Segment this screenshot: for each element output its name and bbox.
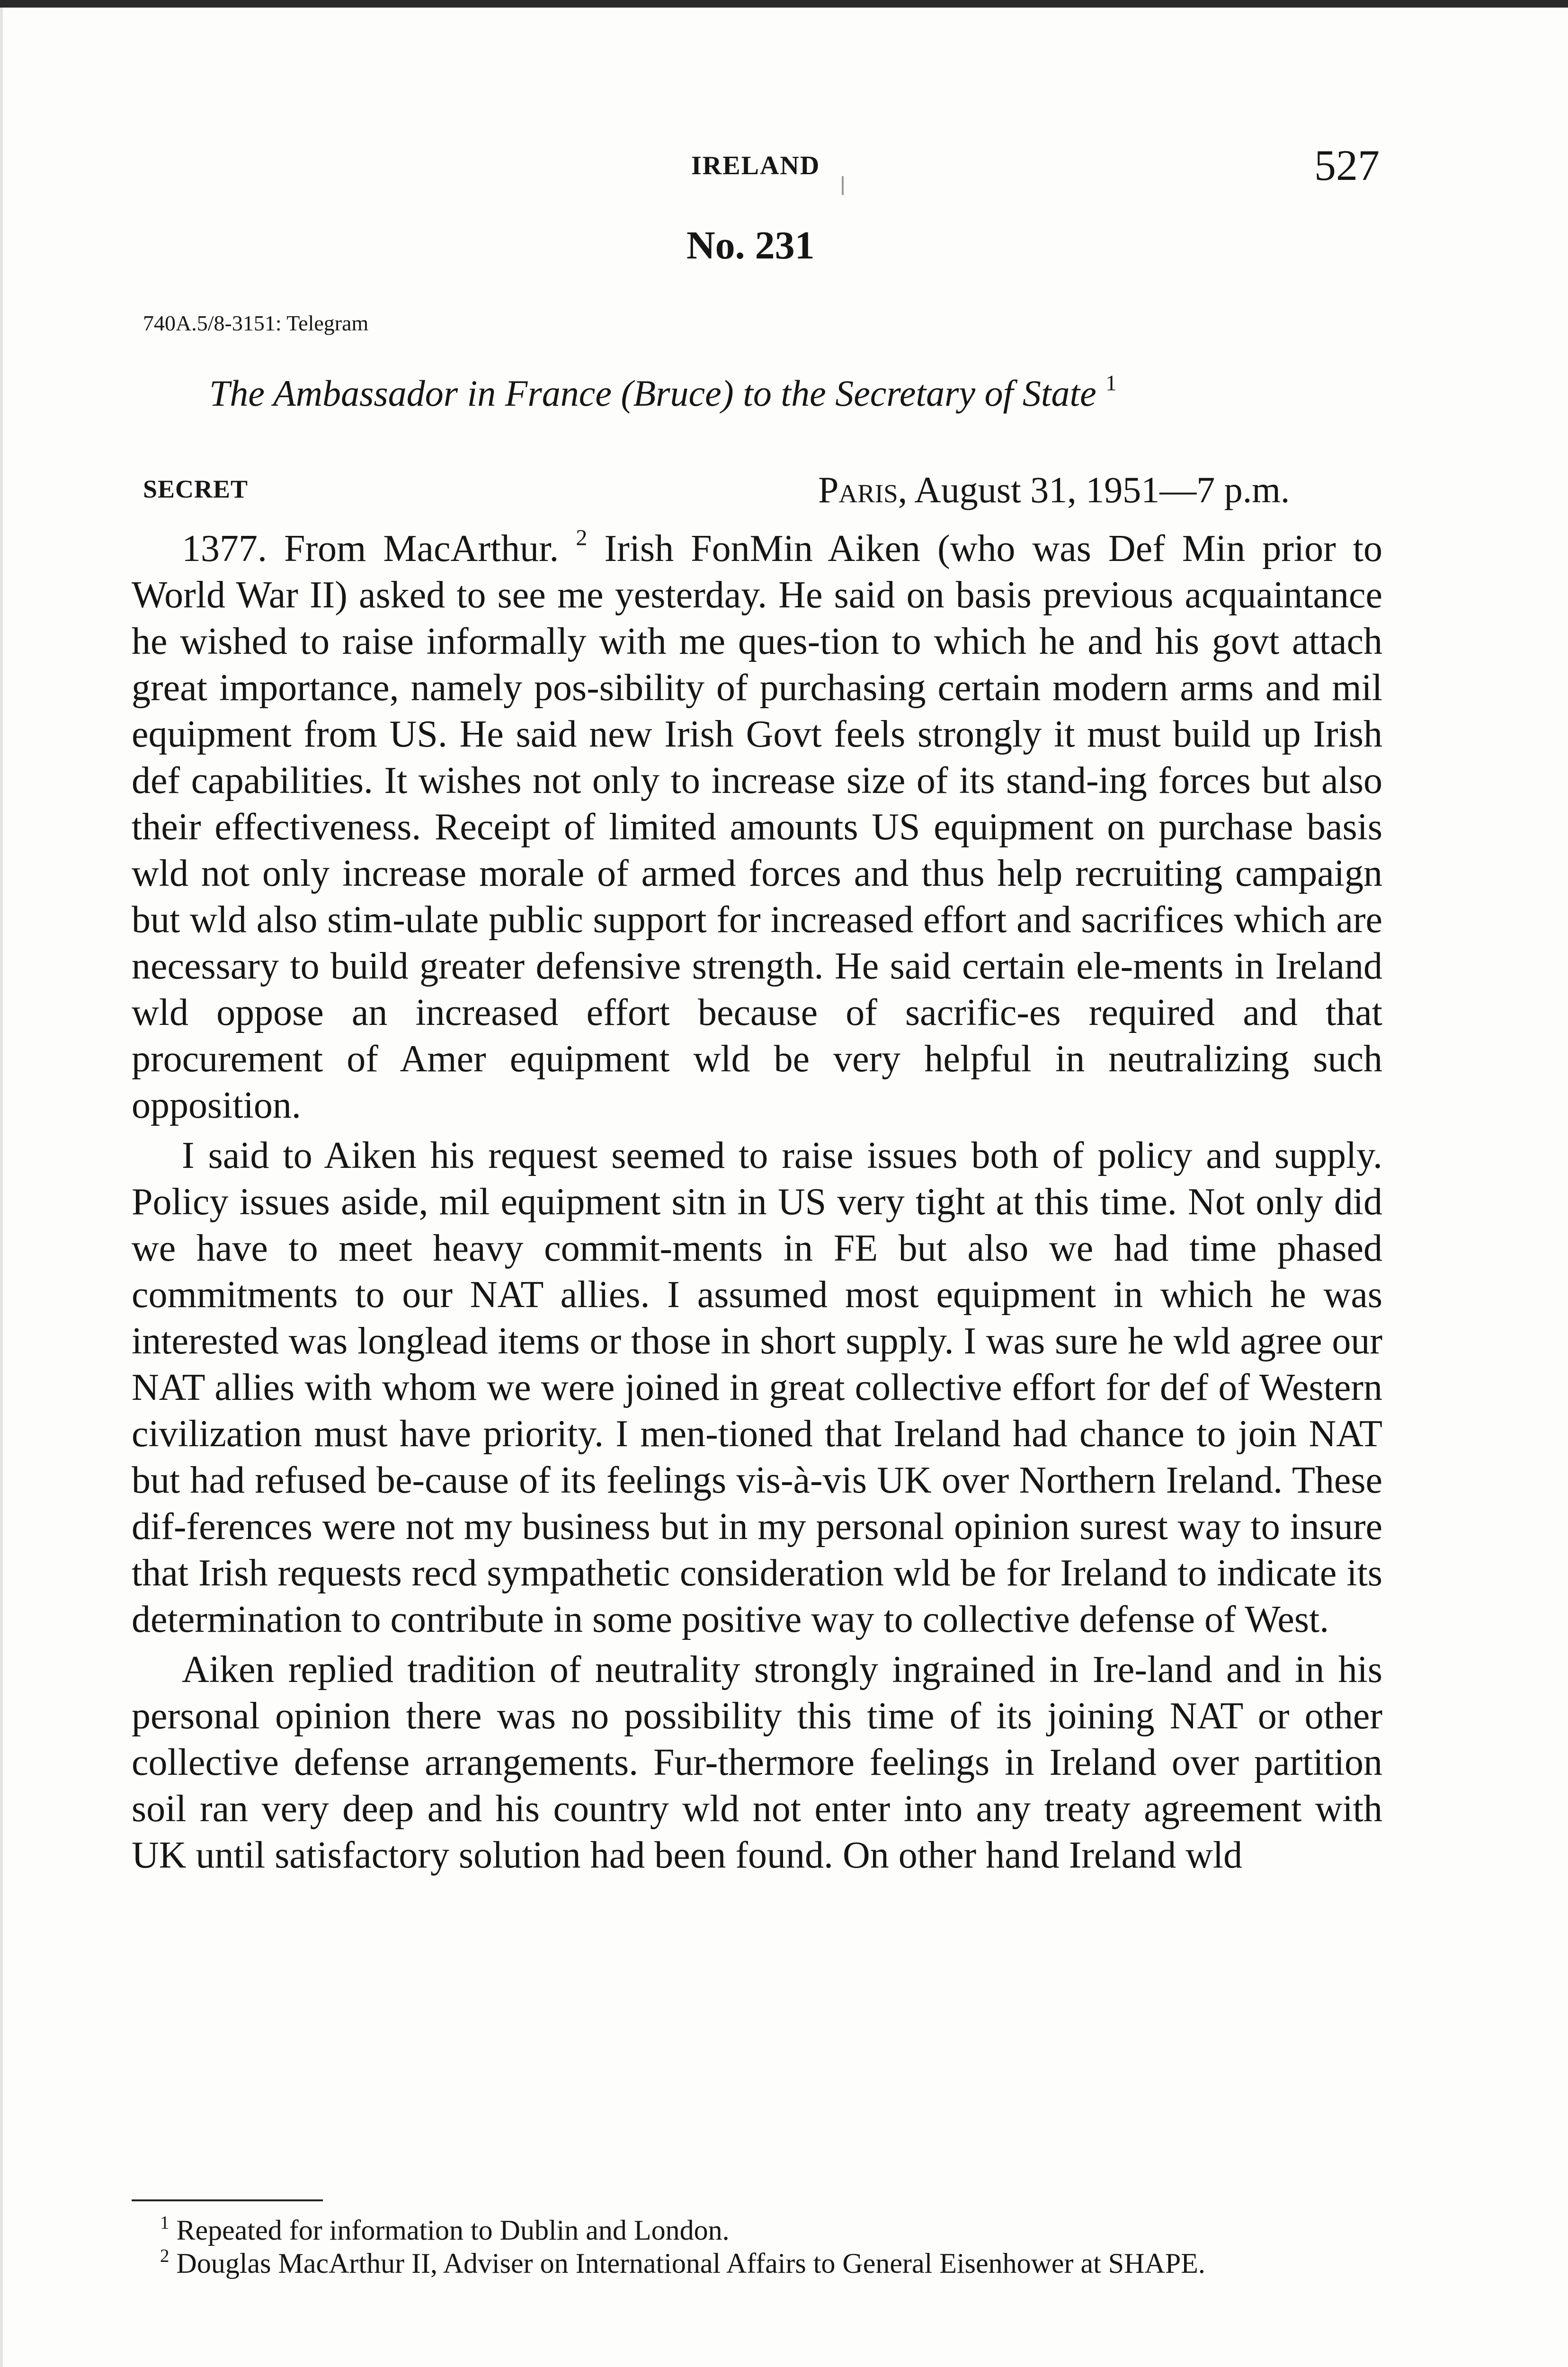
scan-border-left [0,8,3,2367]
body-paragraph-2: I said to Aiken his request seemed to raise issues both of policy and supply. Policy issues aside, mil equipment sitn in US very tight at this time. Not only did we have to meet heavy commit-ments in FE but also we had time phased commitments to our NAT allies. I assumed most equipment in which he was interested was longlead items or those in short supply. I was sure he wld agree our NAT allies with whom we were joined in great collective effort for def of Western civilization must have priority. I men-tioned that Ireland had chance to join NAT but had refused be-cause of its feelings vis-à-vis UK over Northern Ireland. These dif-ferences were not my business but in my personal opinion surest way to insure that Irish requests recd sympathetic consideration wld be for Ireland to indicate its determination to contribute in some positive way to collective defense of West. [132,1135,1382,1640]
footnote-divider [132,2199,323,2201]
page-number: 527 [1314,141,1380,189]
scan-border-top [0,0,1568,8]
dateline-place: Paris, [818,469,908,510]
running-title: IRELAND [691,151,820,180]
document-number: No. 231 [686,223,815,267]
document-heading [209,372,1117,415]
footnotes [132,2214,1382,2280]
footnote-2-mark: 2 [160,2245,169,2266]
telegram-body [132,525,1382,1882]
footnote-2-text: Douglas MacArthur II, Adviser on International Affairs to General Eisenhower at SHAPE. [176,2248,1205,2279]
body-paragraph-3: Aiken replied tradition of neutrality strongly ingrained in Ire-land and in his personal opinion there was no possibility this time of its joining NAT or other collective defense arrangements. Fur-thermore feelings in Ireland over partition soil ran very deep and his country wld not enter into any treaty agreement with UK until satisfactory solution had been found. On other hand Ireland wld [132,1649,1382,1876]
paragraph-1-rest: Irish FonMin Aiken (who was Def Min prior to World War II) asked to see me yesterday. He said on basis previous acquaintance he wished to raise informally with me ques-tion to which he and his govt attach great importance, namely pos-sibility of purchasing certain modern arms and mil equipment from US. He said new Irish Govt feels strongly it must build up Irish def capabilities. It wishes not only to increase size of its stand-ing forces but also their effectiveness. Receipt of limited amounts US equipment on purchase basis wld not only increase morale of armed forces and thus help recruiting campaign but wld also stim-ulate public support for increased effort and sacrifices which are necessary to build greater defensive strength. He said certain ele-ments in Ireland wld oppose an increased effort because of sacrific-es required and that procurement of Amer equipment wld be very helpful in neutralizing such opposition. [132,528,1382,1126]
scan-stray-mark [842,176,844,195]
footnote-ref-1: 1 [1105,371,1117,396]
dateline-date: August 31, 1951—7 p.m. [914,469,1290,510]
footnote-1 [132,2214,1382,2247]
paragraph-1-start: 1377. From MacArthur. [182,528,559,570]
classification-label: SECRET [143,475,249,503]
dateline [818,469,1290,511]
heading-text: The Ambassador in France (Bruce) to the Secretary of State [209,373,1096,414]
body-paragraph-1 [132,525,1382,1129]
file-reference: 740A.5/8-3151: Telegram [143,311,369,335]
footnote-1-text: Repeated for information to Dublin and London. [176,2215,730,2246]
footnote-2 [132,2247,1382,2280]
footnote-1-mark: 1 [160,2212,169,2233]
footnote-ref-2: 2 [576,525,588,551]
